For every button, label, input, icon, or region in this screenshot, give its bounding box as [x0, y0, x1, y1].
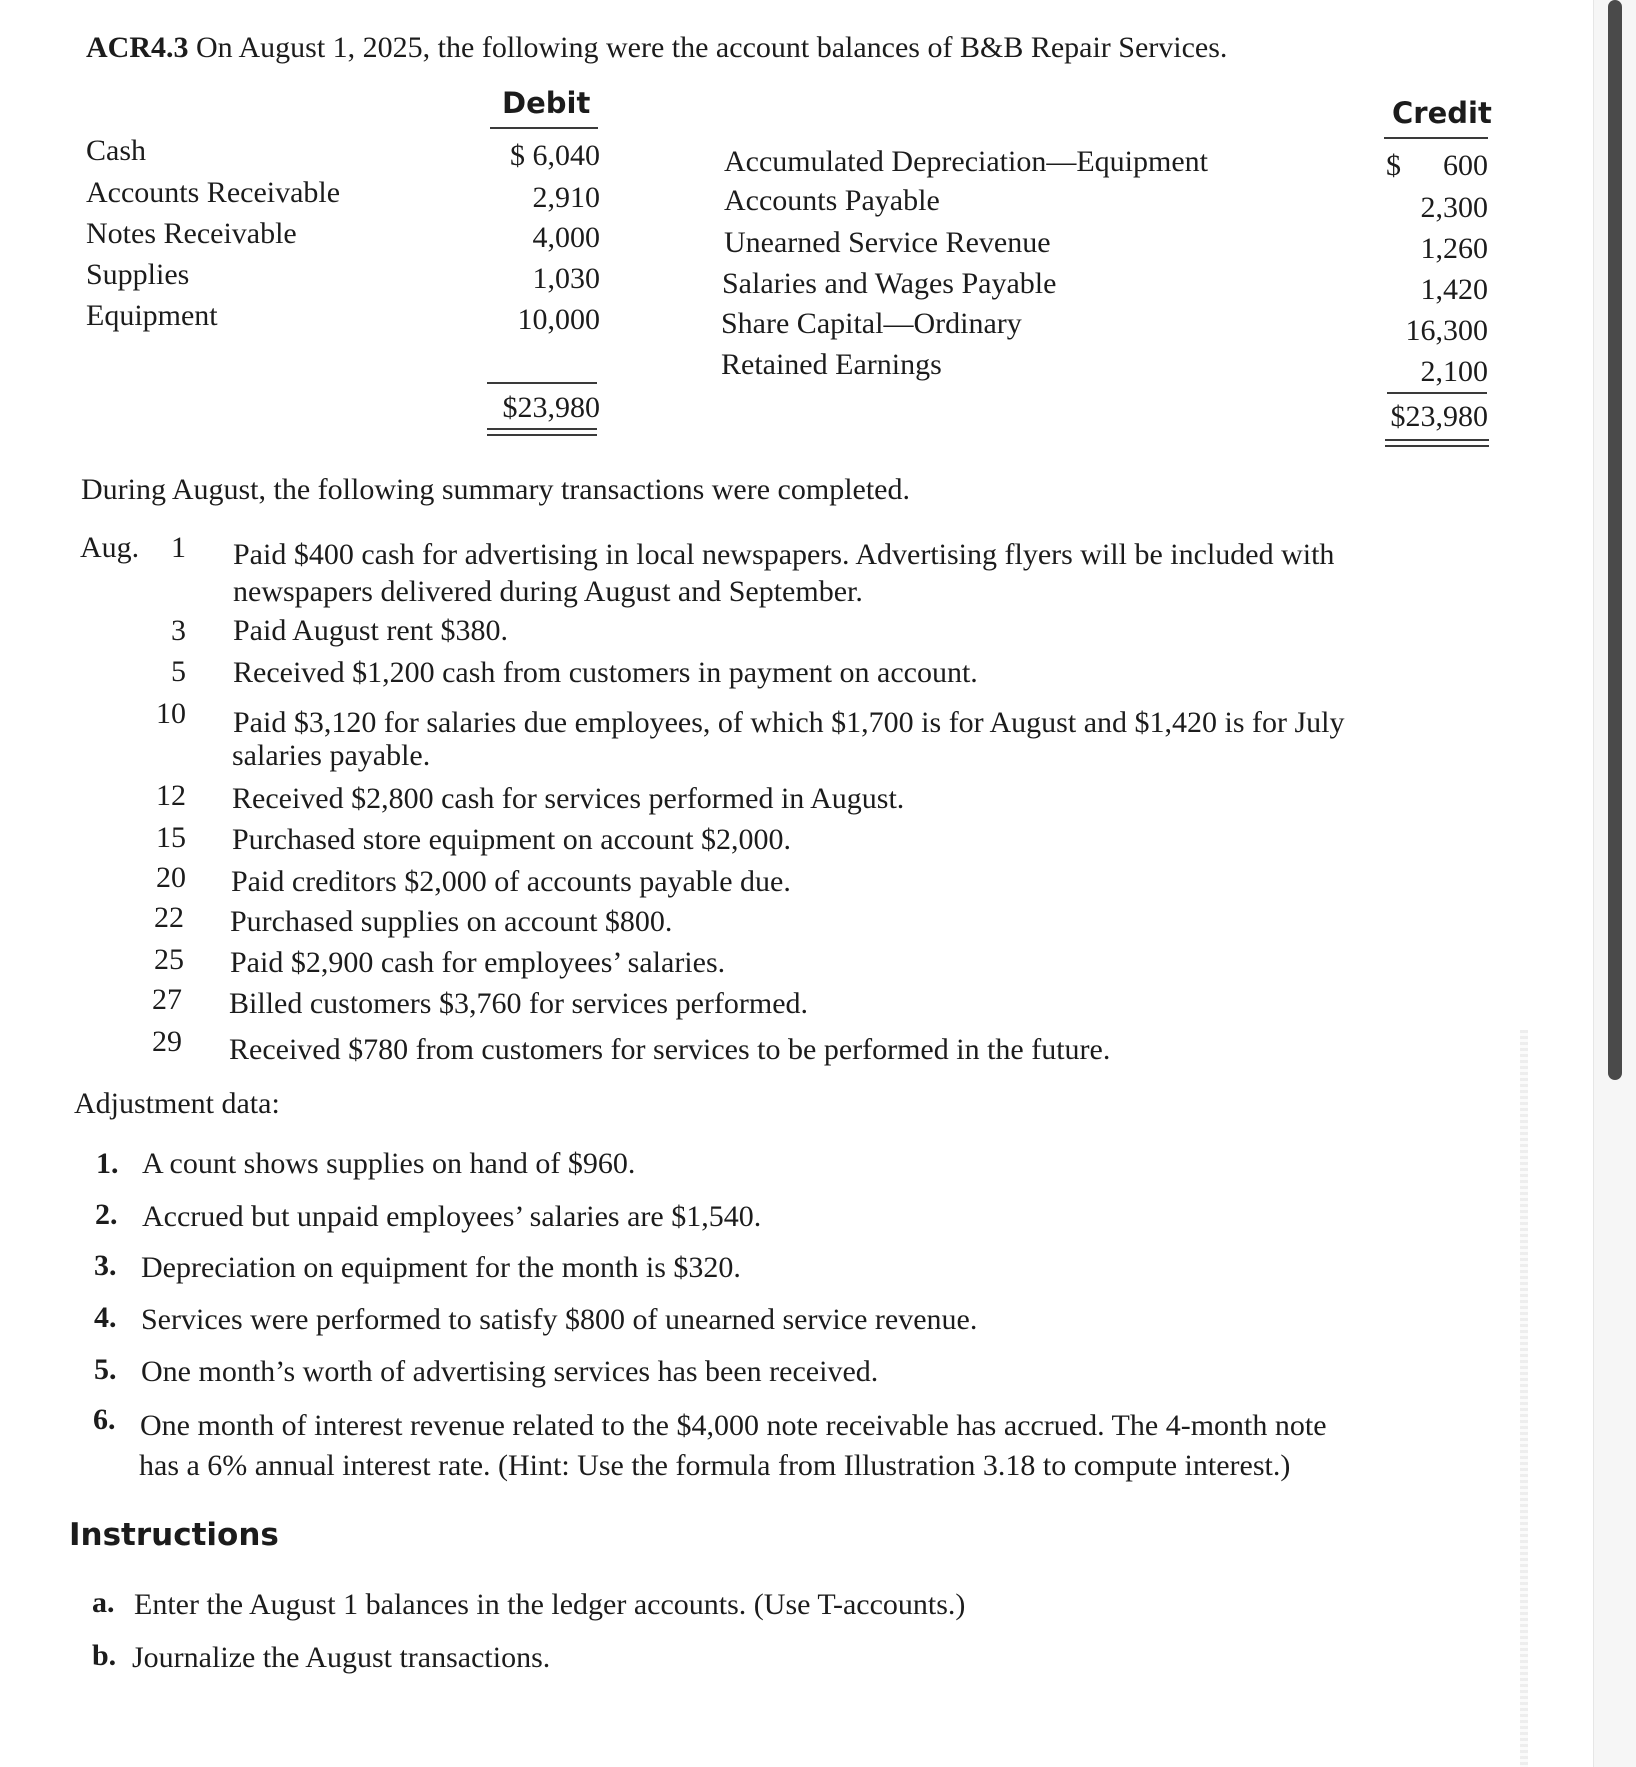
debit-subtotal-rule: [487, 382, 597, 384]
credit-total-double-rule-1: [1385, 439, 1489, 441]
debit-account-amount: $ 6,040: [510, 139, 600, 172]
transaction-day: 1: [171, 531, 186, 564]
transaction-text: newspapers delivered during August and September.: [233, 575, 863, 608]
debit-total: $23,980: [502, 391, 600, 424]
debit-account-name: Supplies: [86, 258, 190, 291]
transaction-text: Received $780 from customers for services to be performed in the future.: [229, 1033, 1111, 1066]
transaction-text: Paid $3,120 for salaries due employees, of which $1,700 is for August and $1,420 is for July: [233, 706, 1345, 739]
transaction-day: 20: [156, 861, 186, 894]
debit-account-amount: 1,030: [532, 262, 600, 295]
debit-header-rule: [490, 127, 598, 129]
debit-account-name: Accounts Receivable: [86, 176, 341, 209]
transaction-text: Purchased store equipment on account $2,000.: [232, 823, 792, 856]
transaction-text: Received $2,800 cash for services performed in August.: [232, 782, 905, 815]
credit-account-name: Accounts Payable: [724, 184, 940, 217]
transaction-day: 29: [152, 1025, 182, 1058]
adjustment-number: 1.: [96, 1147, 119, 1180]
debit-account-name: Cash: [86, 134, 146, 167]
adjustment-text: One month of interest revenue related to the $4,000 note receivable has accrued. The 4-month note: [140, 1409, 1327, 1442]
credit-currency-symbol: $: [1386, 149, 1401, 182]
instruction-letter: a.: [92, 1586, 115, 1619]
adjustment-text: Accrued but unpaid employees’ salaries are $1,540.: [142, 1200, 762, 1233]
transaction-day: 15: [156, 821, 186, 854]
credit-account-name: Share Capital—Ordinary: [721, 307, 1022, 340]
month-label: Aug.: [80, 531, 140, 564]
instruction-text: Journalize the August transactions.: [132, 1641, 551, 1674]
adjustment-text: One month’s worth of advertising services has been received.: [141, 1355, 879, 1388]
scrollbar-thumb[interactable]: [1608, 0, 1622, 1080]
adjustment-number: 4.: [94, 1301, 117, 1334]
debit-account-amount: 10,000: [517, 303, 600, 336]
credit-total-double-rule-2: [1385, 445, 1489, 447]
credit-account-amount: 2,100: [1420, 355, 1488, 388]
credit-account-amount: 1,260: [1420, 232, 1488, 265]
credit-account-amount: 600: [1443, 149, 1488, 182]
instruction-letter: b.: [92, 1639, 117, 1672]
transaction-day: 25: [154, 943, 184, 976]
credit-account-name: Retained Earnings: [721, 348, 942, 381]
transaction-day: 5: [171, 655, 186, 688]
credit-total: $23,980: [1390, 400, 1488, 433]
transaction-text: Received $1,200 cash from customers in payment on account.: [233, 656, 978, 689]
page-edge-shadow: [1520, 1030, 1528, 1767]
transactions-intro: During August, the following summary transactions were completed.: [81, 473, 910, 506]
adjustment-number: 5.: [94, 1353, 117, 1386]
transaction-text: Paid $2,900 cash for employees’ salaries.: [230, 946, 726, 979]
transaction-text: Paid August rent $380.: [233, 614, 508, 647]
credit-account-name: Accumulated Depreciation—Equipment: [724, 145, 1208, 178]
transaction-day: 12: [156, 779, 186, 812]
credit-account-amount: 1,420: [1420, 273, 1488, 306]
transaction-text: Purchased supplies on account $800.: [230, 905, 673, 938]
adjustment-number: 3.: [94, 1249, 117, 1282]
adjustment-text: A count shows supplies on hand of $960.: [142, 1147, 636, 1180]
problem-id: ACR4.3: [86, 31, 189, 64]
transaction-text: Paid creditors $2,000 of accounts payable due.: [231, 865, 791, 898]
transaction-day: 3: [171, 614, 186, 647]
adjustment-number: 6.: [93, 1403, 116, 1436]
instruction-text: Enter the August 1 balances in the ledger accounts. (Use T-accounts.): [134, 1588, 966, 1621]
debit-account-amount: 2,910: [532, 181, 600, 214]
adjustment-heading: Adjustment data:: [74, 1087, 280, 1120]
adjustment-text: Depreciation on equipment for the month is $320.: [141, 1251, 741, 1284]
adjustment-number: 2.: [95, 1198, 118, 1231]
debit-total-double-rule-1: [487, 428, 597, 430]
credit-header: Credit: [1392, 96, 1492, 130]
problem-title: [86, 30, 1227, 66]
transaction-text: salaries payable.: [232, 739, 431, 772]
credit-account-name: Unearned Service Revenue: [724, 226, 1051, 259]
transaction-day: 10: [156, 697, 186, 730]
debit-account-amount: 4,000: [532, 221, 600, 254]
credit-subtotal-rule: [1387, 392, 1487, 394]
credit-account-amount: 2,300: [1420, 191, 1488, 224]
adjustment-text: Services were performed to satisfy $800 of unearned service revenue.: [141, 1303, 978, 1336]
debit-account-name: Notes Receivable: [86, 217, 297, 250]
debit-header: Debit: [502, 86, 591, 120]
debit-total-double-rule-2: [487, 434, 597, 436]
credit-header-rule: [1384, 137, 1488, 139]
transaction-day: 27: [152, 983, 182, 1016]
debit-account-name: Equipment: [86, 299, 218, 332]
transaction-text: Billed customers $3,760 for services performed.: [229, 987, 809, 1020]
problem-intro: On August 1, 2025, the following were the account balances of B&B Repair Services.: [196, 31, 1228, 64]
instructions-heading: Instructions: [69, 1517, 279, 1553]
transaction-text: Paid $400 cash for advertising in local newspapers. Advertising flyers will be included with: [233, 538, 1335, 571]
credit-account-name: Salaries and Wages Payable: [722, 267, 1057, 300]
transaction-day: 22: [154, 901, 184, 934]
adjustment-text: has a 6% annual interest rate. (Hint: Use the formula from Illustration 3.18 to compute interest.): [139, 1449, 1291, 1482]
credit-account-amount: 16,300: [1405, 314, 1488, 347]
